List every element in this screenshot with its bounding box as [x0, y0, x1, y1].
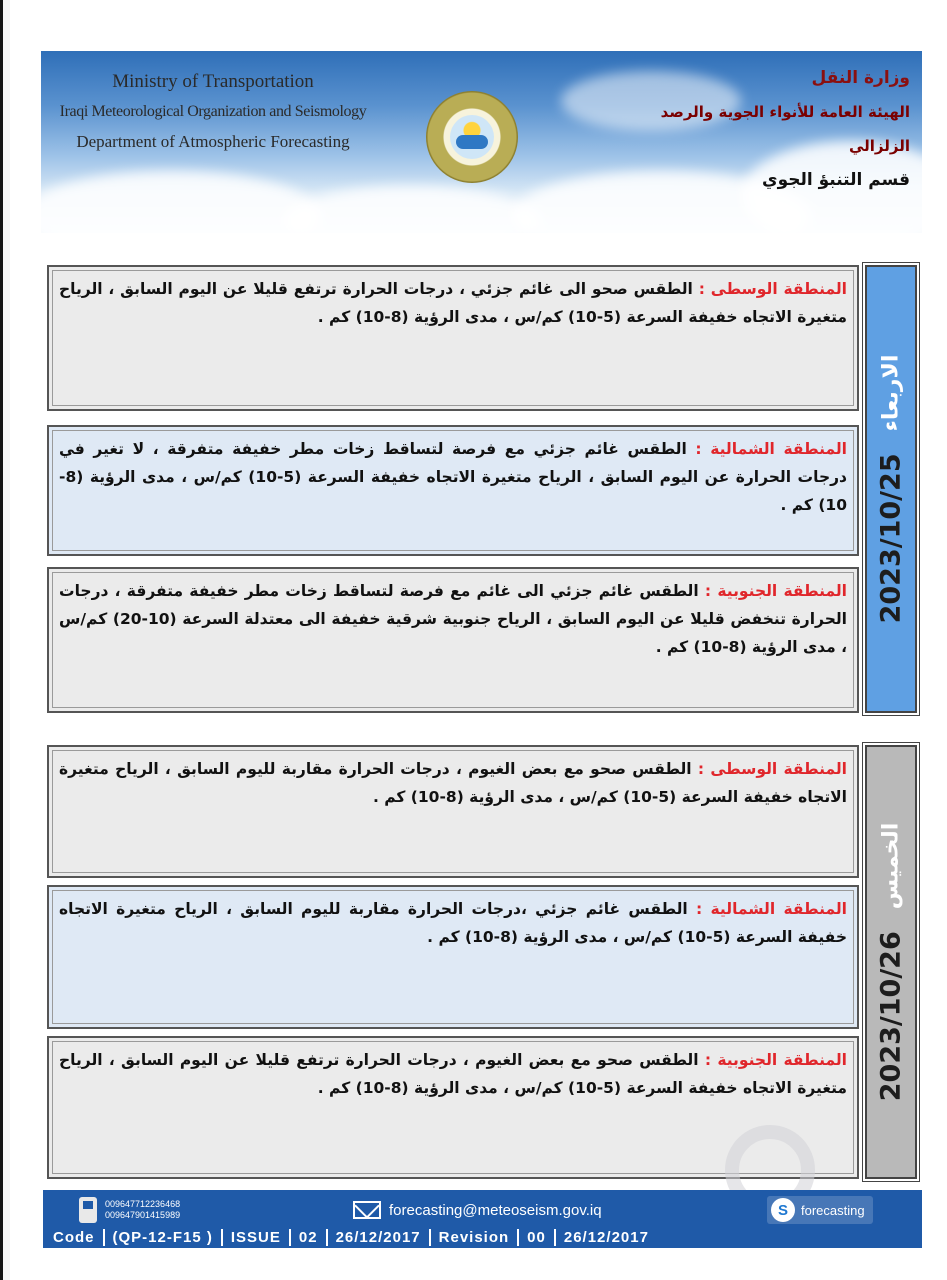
english-heading — [53, 67, 373, 157]
forecast-day1-central — [47, 265, 859, 411]
skype-icon: S — [771, 1198, 795, 1222]
forecast-text: الطقس غائم جزئي ،درجات الحرارة مقاربة لليوم السابق ، الرياح متغيرة الاتجاه خفيفة السرعة (5-10) كم/س ، مدى الرؤية (8-10) كم . — [59, 900, 847, 946]
header-banner — [41, 51, 922, 233]
skype-handle[interactable]: forecasting — [801, 1202, 865, 1218]
department-name-ar: قسم التنبؤ الجوي — [762, 170, 910, 190]
region-label: المنطقة الجنوبية : — [704, 1051, 847, 1069]
code-label: Code — [45, 1229, 105, 1246]
mail-icon — [353, 1201, 381, 1219]
region-label: المنطقة الشمالية : — [695, 440, 847, 458]
forecast-day2-central — [47, 745, 859, 878]
region-label: المنطقة الشمالية : — [696, 900, 847, 918]
code-value: (QP-12-F15 ) — [105, 1229, 223, 1246]
forecast-text: الطقس صحو مع بعض الغيوم ، درجات الحرارة مقاربة لليوم السابق ، الرياح متغيرة الاتجاه خفيفة السرعة (5-10) كم/س ، مدى الرؤية (8-10) كم . — [59, 760, 847, 806]
phone-icon — [79, 1197, 97, 1223]
forecast-day1-south — [47, 567, 859, 713]
date-tab-day1 — [865, 265, 917, 713]
forecast-day-name: الاربعاء — [878, 354, 904, 432]
organization-name-ar: الهيئة العامة للأنواء الجوية والرصد الزلزالي — [660, 103, 910, 155]
forecast-text: الطقس صحو الى غائم جزئي ، درجات الحرارة ترتفع قليلا عن اليوم السابق ، الرياح متغيرة الاتجاه خفيفة السرعة (5-10) كم/س ، مدى الرؤية (8-10) كم . — [59, 280, 847, 326]
region-label: المنطقة الوسطى : — [698, 280, 847, 298]
forecast-date: 2023/10/25 — [875, 453, 907, 624]
page-edge — [0, 0, 10, 1280]
forecast-day-name: الخميس — [878, 822, 904, 910]
forecast-day2-north — [47, 885, 859, 1029]
forecast-text: الطقس غائم جزئي الى غائم مع فرصة لتساقط زخات مطر خفيفة متفرقة ، درجات الحرارة تنخفض قليلا عن اليوم السابق ، الرياح جنوبية شرقية خفيفة الى معتدلة السرعة (10-20) كم/س ، مدى الرؤية (8-10) كم . — [59, 582, 847, 656]
date-tab-day2 — [865, 745, 917, 1179]
issue-value: 02 — [291, 1229, 328, 1246]
arabic-heading — [630, 61, 910, 197]
document-code-bar — [45, 1229, 920, 1246]
issue-label: ISSUE — [223, 1229, 291, 1246]
revision-date: 26/12/2017 — [563, 1229, 649, 1246]
forecast-text: الطقس صحو مع بعض الغيوم ، درجات الحرارة ترتفع قليلا عن اليوم السابق ، الرياح متغيرة الاتجاه خفيفة السرعة (5-10) كم/س ، مدى الرؤية (8-10) كم . — [59, 1051, 847, 1097]
phone-number-2: 009647901415989 — [105, 1210, 181, 1220]
department-name: Department of Atmospheric Forecasting — [76, 132, 350, 151]
organization-name: Iraqi Meteorological Organization and Seismology — [59, 103, 367, 120]
issue-date: 26/12/2017 — [328, 1229, 431, 1246]
region-label: المنطقة الوسطى : — [697, 760, 847, 778]
revision-label: Revision — [431, 1229, 520, 1246]
revision-value: 00 — [519, 1229, 556, 1246]
region-label: المنطقة الجنوبية : — [704, 582, 847, 600]
forecast-text: الطقس غائم جزئي مع فرصة لتساقط زخات مطر خفيفة متفرقة ، لا تغير في درجات الحرارة عن اليوم السابق ، الرياح متغيرة الاتجاه خفيفة السرعة (5-10) كم/س ، مدى الرؤية (8-10) كم . — [59, 440, 847, 514]
forecast-day1-north — [47, 425, 859, 556]
phone-number-1: 009647712236468 — [105, 1199, 181, 1209]
skype-contact — [767, 1194, 873, 1226]
footer — [43, 1190, 922, 1248]
organization-logo — [426, 91, 518, 183]
phone-contact — [79, 1194, 180, 1226]
email-contact — [353, 1194, 602, 1226]
forecast-date: 2023/10/26 — [875, 931, 907, 1102]
ministry-name-ar: وزارة النقل — [811, 68, 910, 88]
ministry-name: Ministry of Transportation — [112, 71, 314, 92]
email-link[interactable]: forecasting@meteoseism.gov.iq — [389, 1201, 602, 1219]
